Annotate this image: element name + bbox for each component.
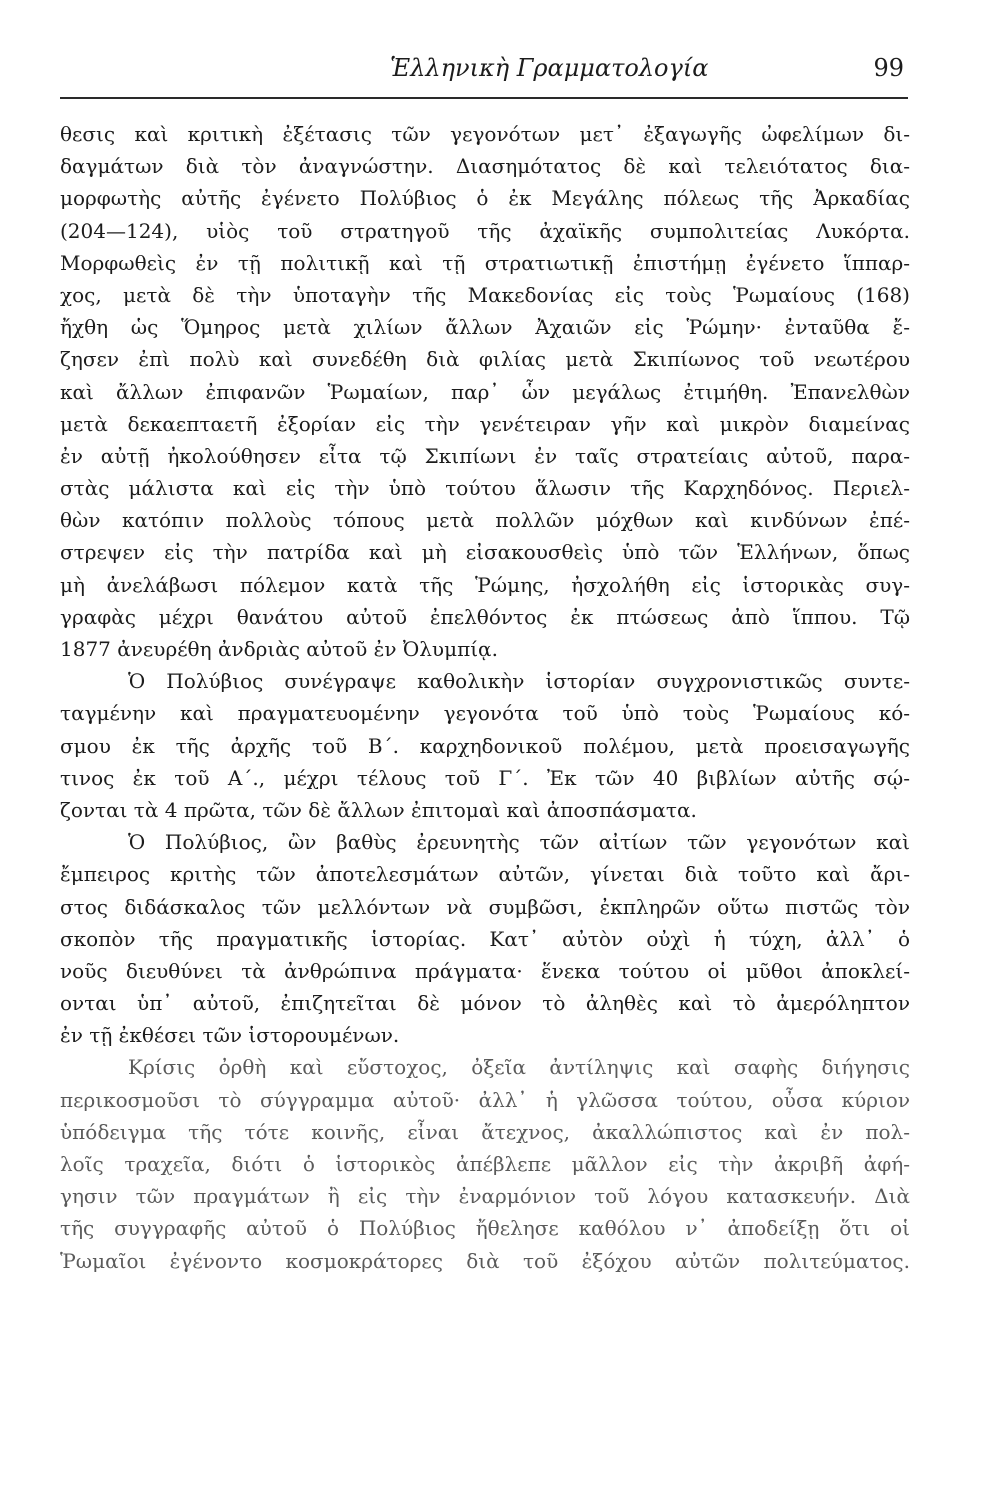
text-line: 1877 ἀνευρέθη ἀνδριὰς αὐτοῦ ἐν Ὀλυμπίᾳ. bbox=[60, 637, 498, 661]
text-line: ονται ὑπ᾽ αὐτοῦ, ἐπιζητεῖται δὲ μόνον τὸ ἀληθὲς καὶ τὸ ἀμερόληπτον bbox=[60, 991, 910, 1016]
text-line: μετὰ δεκαεπταετῆ ἐξορίαν εἰς τὴν γενέτειραν γῆν καὶ μικρὸν διαμείνας bbox=[60, 411, 910, 436]
body-text bbox=[60, 118, 910, 1277]
running-title: Ἑλληνικὴ Γραμματολογία bbox=[390, 54, 709, 82]
paragraph-style-judgement bbox=[60, 1051, 910, 1276]
text-line: ζησεν ἐπὶ πολὺ καὶ συνεδέθη διὰ φιλίας μετὰ Σκιπίωνος τοῦ νεωτέρου bbox=[60, 347, 910, 372]
header-rule bbox=[60, 97, 908, 99]
text-line: σκοπὸν τῆς πραγματικῆς ἱστορίας. Κατ᾽ αὐτὸν οὐχὶ ἡ τύχη, ἀλλ᾽ ὁ bbox=[60, 926, 910, 951]
text-line: τινος ἐκ τοῦ Α΄., μέχρι τέλους τοῦ Γ΄. Ἐκ τῶν 40 βιβλίων αὐτῆς σῴ- bbox=[60, 765, 910, 790]
text-line: γραφὰς μέχρι θανάτου αὐτοῦ ἐπελθόντος ἐκ πτώσεως ἀπὸ ἵππου. Τῷ bbox=[60, 604, 910, 629]
text-line: Ὁ Πολύβιος, ὢν βαθὺς ἐρευνητὴς τῶν αἰτίων τῶν γεγονότων καὶ bbox=[128, 830, 910, 855]
text-line: μὴ ἀνελάβωσι πόλεμον κατὰ τῆς Ῥώμης, ἠσχολήθη εἰς ἱστορικὰς συγ- bbox=[60, 572, 910, 597]
text-line: Μορφωθεὶς ἐν τῇ πολιτικῇ καὶ τῇ στρατιωτικῇ ἐπιστήμῃ ἐγένετο ἵππαρ- bbox=[60, 250, 910, 275]
text-line: στρεψεν εἰς τὴν πατρίδα καὶ μὴ εἰσακουσθεὶς ὑπὸ τῶν Ἑλλήνων, ὅπως bbox=[60, 540, 910, 565]
text-line: γησιν τῶν πραγμάτων ἢ εἰς τὴν ἐναρμόνιον τοῦ λόγου κατασκευήν. Διὰ bbox=[60, 1184, 910, 1209]
page-header bbox=[60, 52, 910, 88]
text-line: ἔμπειρος κριτὴς τῶν ἀποτελεσμάτων αὐτῶν, γίνεται διὰ τοῦτο καὶ ἄρι- bbox=[60, 862, 910, 887]
text-line: θὼν κατόπιν πολλοὺς τόπους μετὰ πολλῶν μόχθων καὶ κινδύνων ἐπέ- bbox=[60, 508, 910, 533]
text-line: ὑπόδειγμα τῆς τότε κοινῆς, εἶναι ἄτεχνος, ἀκαλλώπιστος καὶ ἐν πολ- bbox=[60, 1119, 910, 1144]
text-line: νοῦς διευθύνει τὰ ἀνθρώπινα πράγματα· ἕνεκα τούτου οἱ μῦθοι ἀποκλεί- bbox=[60, 958, 910, 983]
text-line: δαγμάτων διὰ τὸν ἀναγνώστην. Διασημότατος δὲ καὶ τελειότατος δια- bbox=[60, 154, 910, 179]
text-line: Ῥωμαῖοι ἐγένοντο κοσμοκράτορες διὰ τοῦ ἐξόχου αὐτῶν πολιτεύματος. bbox=[60, 1248, 910, 1273]
text-line: ἐν αὐτῇ ἠκολούθησεν εἶτα τῷ Σκιπίωνι ἐν ταῖς στρατείαις αὐτοῦ, παρα- bbox=[60, 443, 910, 468]
text-line: ἐν τῇ ἐκθέσει τῶν ἱστορουμένων. bbox=[60, 1023, 400, 1048]
text-line: καὶ ἄλλων ἐπιφανῶν Ῥωμαίων, παρ᾽ ὧν μεγάλως ἐτιμήθη. Ἐπανελθὼν bbox=[60, 379, 910, 404]
text-line: στὰς μάλιστα καὶ εἰς τὴν ὑπὸ τούτου ἅλωσιν τῆς Καρχηδόνος. Περιελ- bbox=[60, 476, 910, 501]
paragraph-polybius-biography bbox=[60, 118, 910, 665]
paragraph-historical-method bbox=[60, 826, 910, 1051]
text-line: ταγμένην καὶ πραγματευομένην γεγονότα τοῦ ὑπὸ τοὺς Ῥωμαίους κό- bbox=[60, 701, 910, 726]
text-line: (204—124), υἱὸς τοῦ στρατηγοῦ τῆς ἀχαϊκῆς συμπολιτείας Λυκόρτα. bbox=[60, 218, 910, 243]
text-line: ἤχθη ὡς Ὅμηρος μετὰ χιλίων ἄλλων Ἀχαιῶν εἰς Ῥώμην· ἐνταῦθα ἔ- bbox=[60, 315, 910, 340]
text-line: σμου ἐκ τῆς ἀρχῆς τοῦ Β΄. καρχηδονικοῦ πολέμου, μετὰ προεισαγωγῆς bbox=[60, 733, 910, 758]
text-line: μορφωτὴς αὐτῆς ἐγένετο Πολύβιος ὁ ἐκ Μεγάλης πόλεως τῆς Ἀρκαδίας bbox=[60, 186, 910, 211]
text-line: χος, μετὰ δὲ τὴν ὑποταγὴν τῆς Μακεδονίας εἰς τοὺς Ῥωμαίους (168) bbox=[60, 282, 910, 307]
text-line: ζονται τὰ 4 πρῶτα, τῶν δὲ ἄλλων ἐπιτομαὶ καὶ ἀποσπάσματα. bbox=[60, 797, 697, 822]
text-line: στος διδάσκαλος τῶν μελλόντων νὰ συμβῶσι, ἐκπληρῶν οὕτω πιστῶς τὸν bbox=[60, 894, 910, 919]
text-line: θεσις καὶ κριτικὴ ἐξέτασις τῶν γεγονότων μετ᾽ ἐξαγωγῆς ὠφελίμων δι- bbox=[60, 122, 910, 146]
text-line: τῆς συγγραφῆς αὐτοῦ ὁ Πολύβιος ἤθελησε καθόλου ν᾽ ἀποδείξῃ ὅτι οἱ bbox=[60, 1216, 910, 1241]
text-line: Ὁ Πολύβιος συνέγραψε καθολικὴν ἱστορίαν συγχρονιστικῶς συντε- bbox=[128, 669, 910, 694]
page-number: 99 bbox=[873, 54, 904, 82]
text-line: Κρίσις ὀρθὴ καὶ εὔστοχος, ὀξεῖα ἀντίληψις καὶ σαφὴς διήγησις bbox=[128, 1055, 910, 1080]
paragraph-universal-history bbox=[60, 665, 910, 826]
text-line: λοῖς τραχεῖα, διότι ὁ ἱστορικὸς ἀπέβλεπε μᾶλλον εἰς τὴν ἀκριβῆ ἀφή- bbox=[60, 1152, 910, 1176]
text-line: περικοσμοῦσι τὸ σύγγραμμα αὐτοῦ· ἀλλ᾽ ἡ γλῶσσα τούτου, οὖσα κύριον bbox=[60, 1087, 910, 1112]
